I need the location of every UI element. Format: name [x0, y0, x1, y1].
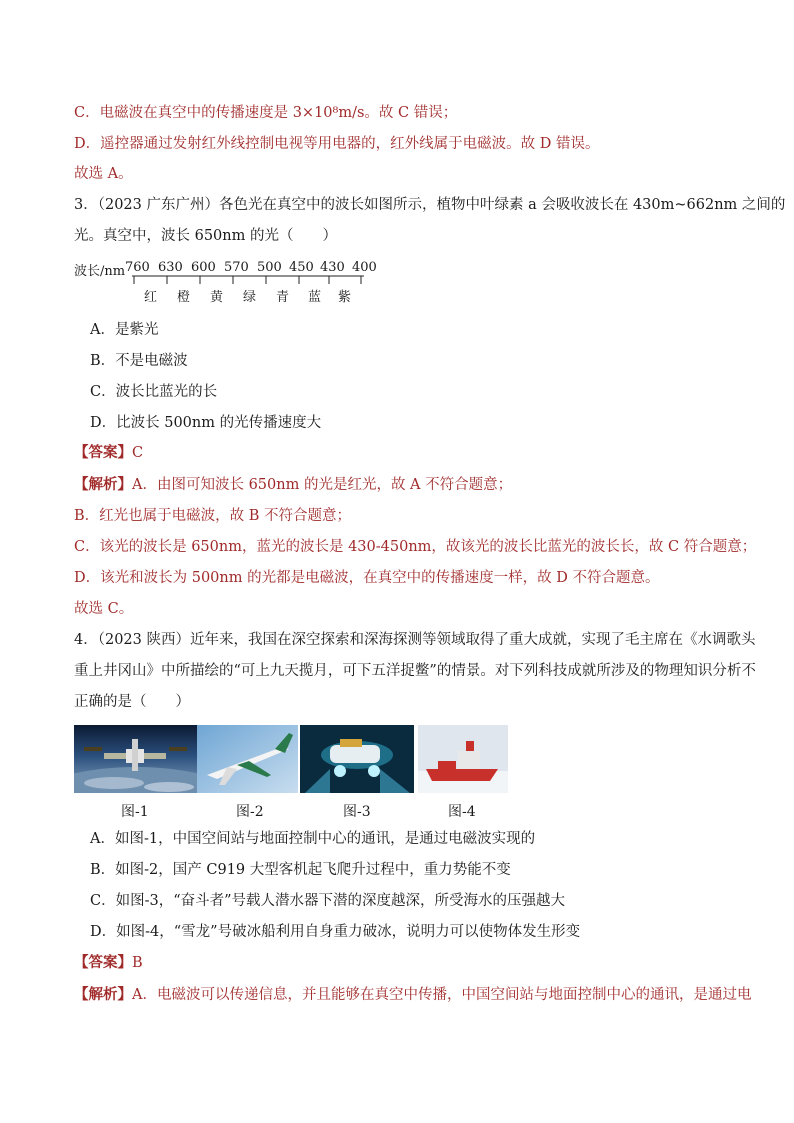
option-b: B．不是电磁波 — [90, 353, 188, 369]
answer-line — [74, 443, 143, 463]
color-label: 红 — [144, 290, 158, 305]
wavelength-scale — [74, 258, 394, 308]
analysis-text: A．电磁波可以传递信息，并且能够在真空中传播，中国空间站与地面控制中心的通讯，是通过电 — [132, 987, 752, 1003]
question-3-stem: 3．（2023 广东广州）各色光在真空中的波长如图所示，植物中叶绿素 a 会吸收波长在 430m~662nm 之间的 — [74, 197, 786, 213]
answer-line — [74, 953, 143, 973]
analysis-tag: 【解析】 — [74, 476, 132, 493]
color-label: 青 — [276, 290, 290, 305]
color-label: 紫 — [338, 290, 352, 305]
tick-label: 760 — [125, 260, 150, 275]
analysis-text: A．由图可知波长 650nm 的光是红光，故 A 不符合题意； — [132, 477, 513, 493]
analysis-line: C．该光的波长是 650nm，蓝光的波长是 430-450nm，故该光的波长比蓝光的波长长，故 C 符合题意； — [74, 539, 757, 555]
color-label: 蓝 — [308, 290, 322, 305]
analysis-line: D．该光和波长为 500nm 的光都是电磁波，在真空中的传播速度一样，故 D 不符合题意。 — [74, 570, 660, 586]
tick-label: 500 — [257, 260, 282, 275]
answer-value: B — [132, 955, 143, 971]
tick-label: 600 — [191, 260, 216, 275]
text-line: D．遥控器通过发射红外线控制电视等用电器的，红外线属于电磁波。故 D 错误。 — [74, 136, 600, 152]
question-4-stem: 4．（2023 陕西）近年来，我国在深空探索和深海探测等领域取得了重大成就，实现了毛主席在《水调歌头 — [74, 632, 756, 648]
option-c: C．如图-3，“奋斗者”号载人潜水器下潜的深度越深，所受海水的压强越大 — [90, 893, 566, 909]
answer-value: C — [132, 445, 144, 461]
figure-caption: 图-4 — [448, 804, 476, 820]
question-3-stem: 光。真空中，波长 650nm 的光（ ） — [74, 228, 337, 244]
tick-label: 450 — [289, 260, 314, 275]
question-4-stem: 重上井冈山》中所描绘的“可上九天揽月，可下五洋捉鳖”的情景。对下列科技成就所涉及的物理知识分析不 — [74, 663, 756, 679]
option-b: B．如图-2，国产 C919 大型客机起飞爬升过程中，重力势能不变 — [90, 862, 511, 878]
submersible-image — [300, 725, 414, 793]
option-a: A．如图-1，中国空间站与地面控制中心的通讯，是通过电磁波实现的 — [90, 831, 536, 847]
space-station-image — [74, 725, 197, 793]
figure-caption: 图-1 — [121, 804, 149, 820]
text-line: C．电磁波在真空中的传播速度是 3×10⁸m/s。故 C 错误； — [74, 105, 458, 121]
analysis-line — [74, 985, 751, 1005]
color-label: 黄 — [210, 290, 224, 305]
scale-axis-label: 波长/nm — [74, 264, 126, 279]
answer-tag: 【答案】 — [74, 954, 132, 971]
tick-label: 400 — [352, 260, 377, 275]
analysis-tag: 【解析】 — [74, 986, 132, 1003]
tick-label: 430 — [320, 260, 345, 275]
figure-caption: 图-2 — [236, 804, 264, 820]
analysis-line — [74, 475, 512, 495]
color-label: 绿 — [243, 290, 257, 305]
airliner-image — [197, 725, 298, 793]
option-a: A．是紫光 — [90, 322, 159, 338]
analysis-line: B．红光也属于电磁波，故 B 不符合题意； — [74, 508, 352, 524]
tick-label: 570 — [224, 260, 249, 275]
analysis-line: 故选 C。 — [74, 601, 134, 617]
text-line: 故选 A。 — [74, 166, 133, 182]
tick-label: 630 — [158, 260, 183, 275]
option-d: D．比波长 500nm 的光传播速度大 — [90, 415, 322, 431]
figure-caption: 图-3 — [343, 804, 371, 820]
option-c: C．波长比蓝光的长 — [90, 384, 218, 400]
question-4-stem: 正确的是（ ） — [74, 694, 190, 710]
answer-tag: 【答案】 — [74, 444, 132, 461]
icebreaker-image — [418, 725, 508, 793]
option-d: D．如图-4，“雪龙”号破冰船利用自身重力破冰，说明力可以使物体发生形变 — [90, 924, 581, 940]
color-label: 橙 — [177, 290, 191, 305]
